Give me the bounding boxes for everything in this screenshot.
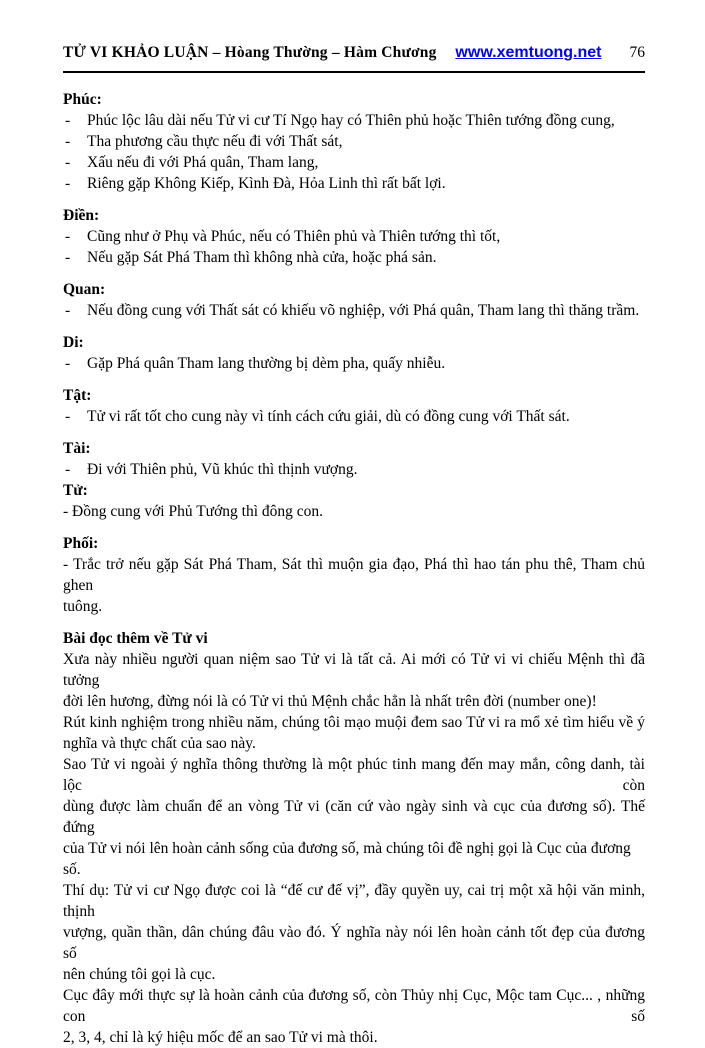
bullet-item [63,406,645,427]
bullet-item-text: Tha phương cầu thực nếu đi với Thất sát, [87,133,343,150]
paragraph-line: nghĩa và thực chất của sao này. [63,735,256,752]
text-line: - Trắc trở nếu gặp Sát Phá Tham, Sát thì muộn gia đạo, Phá thì hao tán phu thê, Tham chủ ghen [63,556,645,594]
paragraph-line: nên chúng tôi gọi là cục. [63,966,216,983]
bullet-item-text: Nếu gặp Sát Phá Tham thì không nhà cửa, hoặc phá sản. [87,249,437,266]
bullet-dash: - [65,228,71,245]
bullet-dash: - [65,461,71,478]
paragraph-line: vượng, quần thần, dân chúng đâu vào đó. Ý nghĩa này nói lên hoàn cảnh tốt đẹp của đương số [63,924,645,962]
bullet-item-text: Gặp Phá quân Tham lang thường bị dèm pha, quấy nhiễu. [87,355,446,372]
bullet-dash: - [65,154,71,171]
bullet-dash: - [65,355,71,372]
page-number: 76 [629,44,645,61]
section-heading: Điền: [63,207,100,224]
header-link[interactable]: www.xemtuong.net [455,44,602,61]
section-heading: Quan: [63,281,106,298]
section-heading: Tật: [63,387,92,404]
bullet-dash: - [65,175,71,192]
paragraph-line: Rút kinh nghiệm trong nhiều năm, chúng tôi mạo muội đem sao Tử vi ra mổ xẻ tìm hiểu về ý [63,714,645,731]
paragraph-line: Thí dụ: Tử vi cư Ngọ được coi là “đế cư đế vị”, đầy quyền uy, cai trị một xã hội văn minh, thịnh [63,882,645,920]
paragraph-line: đời lên hương, đừng nói là có Tử vi thủ Mệnh chắc hẳn là nhất trên đời (number one)! [63,693,597,710]
section-di [63,332,645,374]
bullet-dash: - [65,302,71,319]
page-header [63,42,645,63]
paragraph-line: Cục đây mới thực sự là hoàn cảnh của đương số, còn Thủy nhị Cục, Mộc tam Cục... , những con số [63,987,645,1025]
section-phuc [63,89,645,194]
header-rule [63,71,645,73]
bullet-item [63,110,645,131]
section-heading: Di: [63,334,84,351]
bullet-item-text: Đi với Thiên phủ, Vũ khúc thì thịnh vượng. [87,461,358,478]
paragraph-line: Xưa này nhiều người quan niệm sao Tử vi là tất cả. Ai mới có Tử vi vi chiếu Mệnh thì đã tưởng [63,651,645,689]
bullet-item-text: Xấu nếu đi với Phá quân, Tham lang, [87,154,319,171]
section-quan [63,279,645,321]
text-line: - Đồng cung với Phủ Tướng thì đông con. [63,503,324,520]
section-heading: Tử: [63,482,88,499]
section-dien [63,205,645,268]
bullet-dash: - [65,408,71,425]
paragraph-line: của Tử vi nói lên hoàn cảnh sống của đương số, mà chúng tôi đề nghị gọi là Cục của đương số. [63,840,631,878]
bullet-item [63,459,645,480]
bullet-item-text: Tử vi rất tốt cho cung này vì tính cách cứu giải, dù có đồng cung với Thất sát. [87,408,570,425]
bullet-item [63,300,645,321]
bullet-item-text: Nếu đồng cung với Thất sát có khiếu võ nghiệp, với Phá quân, Tham lang thì thăng trầm. [87,302,640,319]
text-line: tuông. [63,598,103,615]
paragraph-line: Sao Tử vi ngoài ý nghĩa thông thường là một phúc tinh mang đến may mắn, công danh, tài lộc còn [63,756,645,794]
section-tai [63,438,645,480]
section-tu [63,480,645,522]
bullet-item [63,226,645,247]
bullet-item [63,152,645,173]
bullet-item-text: Cũng như ở Phụ và Phúc, nếu có Thiên phủ và Thiên tướng thì tốt, [87,228,501,245]
document-content [63,89,645,1048]
bullet-dash: - [65,112,71,129]
bullet-dash: - [65,249,71,266]
paragraph-line: 2, 3, 4, chỉ là ký hiệu mốc để an sao Tử vi mà thôi. [63,1029,378,1046]
section-bai-doc-them [63,628,645,1048]
section-heading: Bài đọc thêm về Tử vi [63,630,208,647]
section-heading: Phối: [63,535,99,552]
bullet-item [63,353,645,374]
section-tat [63,385,645,427]
section-heading: Phúc: [63,91,102,108]
bullet-item [63,247,645,268]
header-title: TỬ VI KHẢO LUẬN – Hòang Thường – Hàm Chương [63,44,437,61]
bullet-item-text: Riêng gặp Không Kiếp, Kình Đà, Hỏa Linh thì rất bất lợi. [87,175,446,192]
section-heading: Tài: [63,440,91,457]
section-phoi [63,533,645,617]
bullet-item [63,173,645,194]
bullet-item [63,131,645,152]
bullet-dash: - [65,133,71,150]
paragraph-line: dùng được làm chuẩn để an vòng Tử vi (căn cứ vào ngày sinh và cục của đương số). Thế đứng [63,798,645,836]
bullet-item-text: Phúc lộc lâu dài nếu Tử vi cư Tí Ngọ hay có Thiên phủ hoặc Thiên tướng đồng cung, [87,112,615,129]
